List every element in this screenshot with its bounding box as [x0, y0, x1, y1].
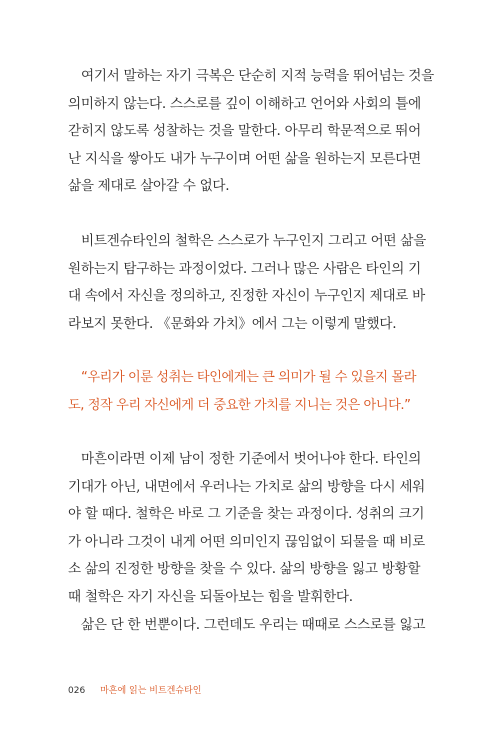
text-line: 기대가 아닌, 내면에서 우러나는 가치로 삶의 방향을 다시 세워 — [68, 478, 425, 495]
text-line: 비트겐슈타인의 철학은 스스로가 누구인지 그리고 어떤 삶을 — [81, 233, 426, 249]
text-line: 마흔이라면 이제 남이 정한 기준에서 벗어나야 한다. 타인의 — [81, 451, 422, 467]
text-line: 원하는지 탐구하는 과정이었다. 그러나 많은 사람은 타인의 기 — [68, 260, 421, 277]
body-paragraph-3 — [68, 446, 426, 639]
page-number: 026 — [68, 686, 86, 696]
running-book-title: 마흔에 읽는 비트겐슈타인 — [100, 686, 202, 696]
text-line: 소 삶의 진정한 방향을 찾을 수 있다. 삶의 방향을 잃고 방황할 — [68, 561, 421, 578]
body-paragraph-1 — [68, 63, 434, 201]
text-line: 난 지식을 쌓아도 내가 누구이며 어떤 삶을 원하는지 모른다면 — [68, 150, 421, 167]
text-line: 삶을 제대로 살아갈 수 없다. — [68, 178, 230, 195]
body-paragraph-2 — [68, 228, 426, 338]
text-line: 의미하지 않는다. 스스로를 깊이 이해하고 언어와 사회의 틀에 — [68, 95, 421, 112]
text-line: 삶은 단 한 번뿐이다. 그런데도 우리는 때때로 스스로를 잃고 — [81, 616, 426, 633]
quote-line: “우리가 이룬 성취는 타인에게는 큰 의미가 될 수 있을지 몰라 — [81, 370, 416, 385]
text-line: 라보지 못한다. 《문화와 가치》에서 그는 이렇게 말했다. — [68, 315, 397, 332]
text-line: 여기서 말하는 자기 극복은 단순히 지적 능력을 뛰어넘는 것을 — [81, 68, 434, 84]
text-line: 야 할 때다. 철학은 바로 그 기준을 찾는 과정이다. 성취의 크기 — [68, 506, 425, 523]
page-footer — [68, 685, 201, 697]
text-line: 갇히지 않도록 성찰하는 것을 말한다. 아무리 학문적으로 뛰어 — [68, 123, 421, 140]
text-line: 대 속에서 자신을 정의하고, 진정한 자신이 누구인지 제대로 바 — [68, 288, 425, 305]
highlighted-quote — [68, 364, 420, 419]
quote-line: 도, 정작 우리 자신에게 더 중요한 가치를 지니는 것은 아니다.” — [68, 397, 411, 413]
text-line: 때 철학은 자기 자신을 되돌아보는 힘을 발휘한다. — [68, 588, 353, 605]
text-line: 가 아니라 그것이 내게 어떤 의미인지 끊임없이 되물을 때 비로 — [68, 533, 425, 550]
